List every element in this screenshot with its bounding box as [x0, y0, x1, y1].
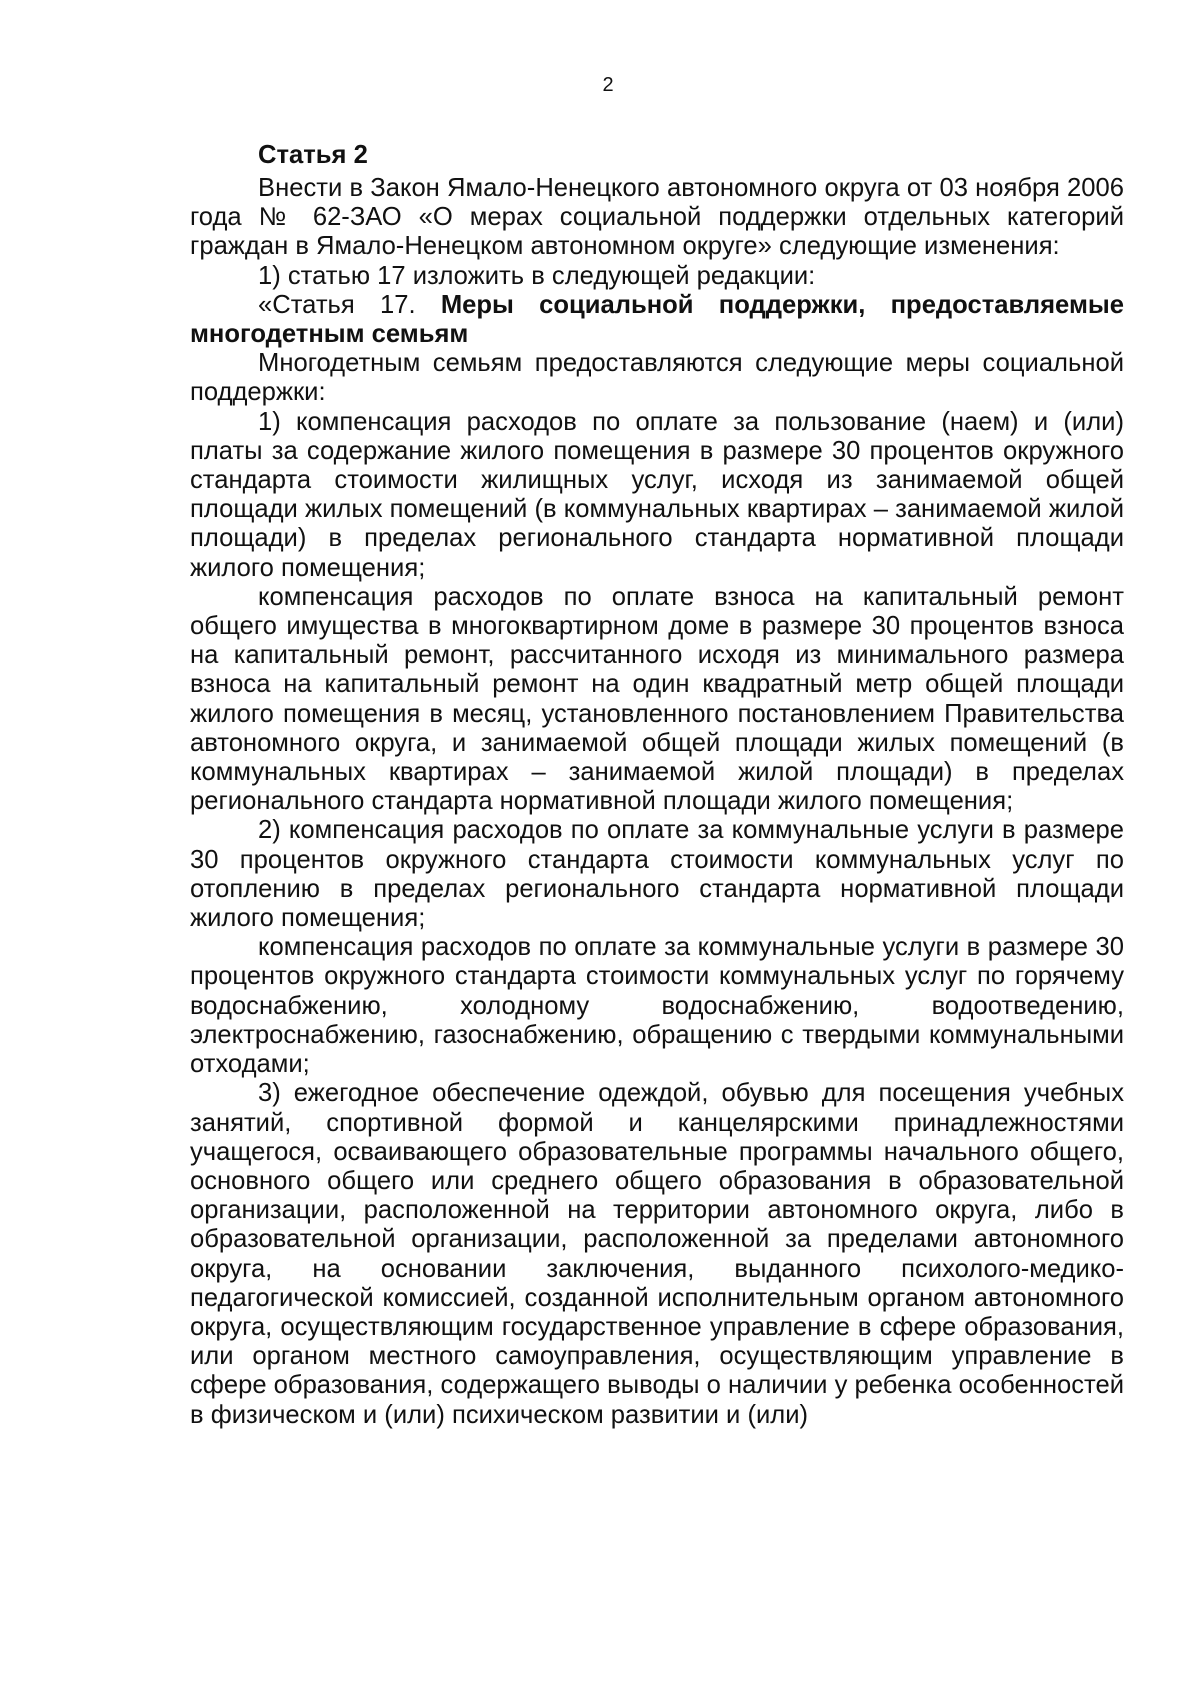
page-number: 2	[602, 74, 614, 96]
body-paragraph-3: компенсация расходов по оплате взноса на капитальный ремонт общего имущества в многоквартирном доме в размере 30 процентов взноса на капитальный ремонт, рассчитанного исходя из минимального размера взноса на капитальный ремонт на один квадратный метр общей площади жилого помещения в месяц, установленного постановлением Правительства автономного округа, и занимаемой общей площади жилых помещений (в коммунальных квартирах – занимаемой жилой площади) в пределах регионального стандарта нормативной площади жилого помещения;	[190, 582, 1124, 816]
quoted-article-heading	[190, 291, 1124, 349]
body-paragraph-1: Многодетным семьям предоставляются следующие меры социальной поддержки:	[190, 349, 1124, 407]
quoted-article-prefix: «Статья 17.	[258, 290, 441, 319]
article-text	[190, 136, 1124, 1430]
quoted-article-title: Меры социальной поддержки, предоставляемые многодетным семьям	[190, 290, 1124, 349]
body-paragraph-5: компенсация расходов по оплате за коммунальные услуги в размере 30 процентов окружного стандарта стоимости коммунальных услуг по горячему водоснабжению, холодному водоснабжению, водоотведению, электроснабжению, газоснабжению, обращению с твердыми коммунальными отходами;	[190, 933, 1124, 1079]
body-paragraph-4: 2) компенсация расходов по оплате за коммунальные услуги в размере 30 процентов окружного стандарта стоимости коммунальных услуг по отоплению в пределах регионального стандарта нормативной площади жилого помещения;	[190, 816, 1124, 933]
paragraph-intro: Внести в Закон Ямало-Ненецкого автономного округа от 03 ноября 2006 года № 62-ЗАО «О мерах социальной поддержки отдельных категорий граждан в Ямало-Ненецком автономном округе» следующие изменения:	[190, 174, 1124, 261]
body-paragraph-6: 3) ежегодное обеспечение одеждой, обувью для посещения учебных занятий, спортивной формой и канцелярскими принадлежностями учащегося, осваивающего образовательные программы начального общего, основного общего или среднего общего образования в образовательной организации, расположенной на территории автономного округа, либо в образовательной организации, расположенной за пределами автономного округа, на основании заключения, выданного психолого-медико-педагогической комиссией, созданной исполнительным органом автономного округа, осуществляющим государственное управление в сфере образования, или органом местного самоуправления, осуществляющим управление в сфере образования, содержащего выводы о наличии у ребенка особенностей в физическом и (или) психическом развитии и (или)	[190, 1079, 1124, 1429]
paragraph-item-1: 1) статью 17 изложить в следующей редакции:	[258, 261, 816, 290]
body-paragraph-2: 1) компенсация расходов по оплате за пользование (наем) и (или) платы за содержание жилого помещения в размере 30 процентов окружного стандарта стоимости жилищных услуг, исходя из занимаемой общей площади жилых помещений (в коммунальных квартирах – занимаемой жилой площади) в пределах регионального стандарта нормативной площади жилого помещения;	[190, 407, 1124, 582]
article-heading: Статья 2	[258, 141, 368, 169]
